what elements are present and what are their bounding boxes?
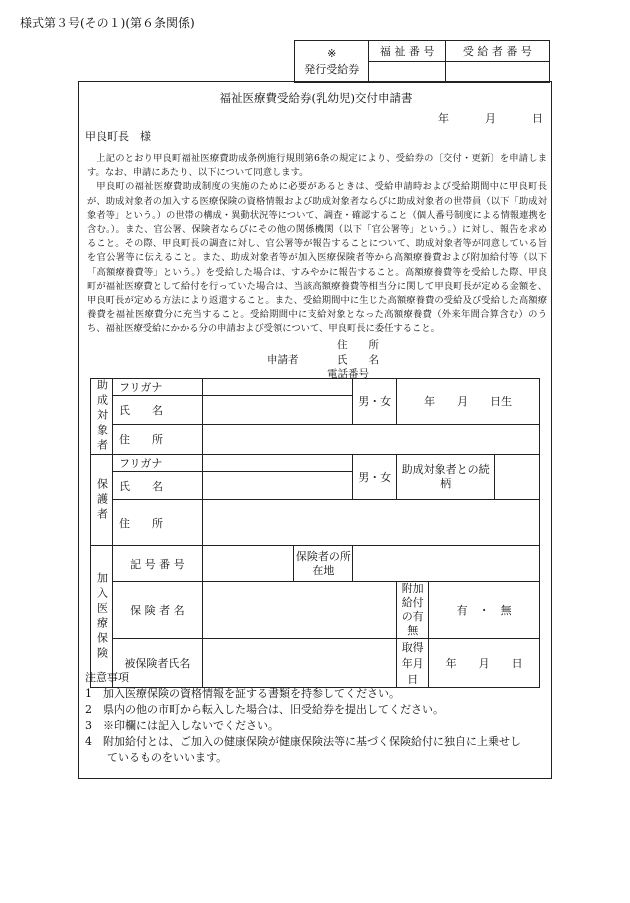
issue-label: 発行受給券 — [304, 62, 360, 76]
notes-heading: 注意事項 — [85, 671, 129, 684]
note-mark: ※ — [327, 46, 337, 60]
guardian-header: 保護者 — [91, 455, 113, 546]
insured-name-label: 被保険者氏名 — [112, 639, 202, 688]
acquired-date-label: 取得年月日 — [397, 639, 429, 688]
insurer-name-field[interactable] — [202, 582, 396, 639]
insurance-header: 加入医療保険 — [91, 546, 113, 688]
subject-furigana-field[interactable] — [202, 379, 353, 396]
guardian-address-field[interactable] — [202, 500, 539, 546]
note-item: 4 附加給付とは、ご加入の健康保険が健康保険法等に基づく保険給付に独自に上乗せし — [85, 735, 521, 748]
applicant-label: 申請者 — [267, 354, 299, 366]
date-day: 日 — [532, 112, 543, 125]
subject-address-label: 住 所 — [112, 424, 202, 454]
form-title: 福祉医療費受給券(乳幼児)交付申請書 — [219, 91, 413, 105]
relation-field[interactable] — [495, 455, 540, 500]
paragraph-2: 甲良町の福祉医療費助成制度の実施のために必要があるときは、受給申請時および受給期間中に甲良町長が、助成対象者の加入する医療保険の資格情報および助成対象者ならびに助成対象者の世帯員（以下「助成対象者等」という。）の世帯の構成・異動状況等について、調査・確認すること（個人番号制度による情報連携を含む。）。また、官公署、保険者ならびにその他の関係機関（以下「官公署等」という。）に対し、報告を求めること。その際、甲良町長の調査に対し、官公署等が報告することについて、助成対象者等が同意している旨を官公署等に伝えること。また、助成対象者等が加入医療保険者等から高額療養費および附加給付等（以下「高額療養費等」という。）を受給した場合は、すみやかに報告すること。高額療養費等を受給した際、甲良町が福祉医療費として給付を行っていた場合は、当該高額療養費等相当分に関して甲良町長が定める金額を、甲良町長が定める方法により返還すること。また、受給期間中に生じた高額療養費の受給及び受給した高額療養費を福祉医療費分に充当すること。受給期間中に支給対象となった高額療養費（外来年間合算含む）のうち、福祉医療受給にかかる分の申請および受領について、甲良町長に委任すること。 — [87, 181, 547, 335]
note-item: ているものをいいます。 — [107, 751, 228, 764]
welfare-number-label: 福 祉 番 号 — [369, 41, 445, 62]
subject-name-field[interactable] — [202, 396, 353, 424]
relation-label: 助成対象者との続柄 — [397, 455, 495, 500]
applicant-address-label: 住 所 — [337, 339, 379, 351]
additional-benefit-label: 附加給付の有無 — [397, 582, 429, 639]
note-item: 3 ※印欄には記入しないでください。 — [85, 719, 279, 732]
guardian-name-label: 氏 名 — [112, 472, 202, 500]
recipient-number-field[interactable] — [445, 62, 549, 83]
guardian-address-label: 住 所 — [112, 500, 202, 546]
recipient-number-label: 受 給 者 番 号 — [445, 41, 549, 62]
guardian-furigana-field[interactable] — [202, 455, 353, 472]
date-month: 月 — [485, 112, 496, 125]
applicant-phone-label: 電話番号 — [327, 368, 369, 380]
subject-birthdate[interactable]: 年 月 日生 — [397, 379, 540, 425]
issue-cell — [295, 41, 369, 83]
guardian-furigana-label: フリガナ — [112, 455, 202, 472]
symbol-number-field[interactable] — [202, 546, 294, 582]
consent-text — [87, 152, 547, 337]
subject-header: 助成対象者 — [91, 379, 113, 455]
date-year: 年 — [438, 112, 449, 125]
guardian-gender[interactable]: 男・女 — [353, 455, 397, 500]
subject-name-label: 氏 名 — [112, 396, 202, 424]
applicant-name-label: 氏 名 — [337, 354, 379, 366]
insurer-location-label: 保険者の所在地 — [294, 546, 353, 582]
issue-box — [294, 40, 550, 83]
welfare-number-field[interactable] — [369, 62, 445, 83]
details-table — [90, 378, 540, 688]
guardian-name-field[interactable] — [202, 472, 353, 500]
insurer-location-field[interactable] — [353, 546, 540, 582]
addressee: 甲良町長 様 — [85, 130, 151, 143]
subject-gender[interactable]: 男・女 — [353, 379, 397, 425]
insurer-name-label: 保 険 者 名 — [112, 582, 202, 639]
symbol-number-label: 記 号 番 号 — [112, 546, 202, 582]
application-form — [78, 81, 552, 779]
form-number: 様式第３号(その１)(第６条関係) — [20, 16, 195, 30]
subject-address-field[interactable] — [202, 424, 539, 454]
paragraph-1: 上記のとおり甲良町福祉医療費助成条例施行規則第6条の規定により、受給券の〔交付・更新〕を申請します。なお、申請にあたり、以下について同意します。 — [87, 153, 547, 179]
note-item: 2 県内の他の市町から転入した場合は、旧受給券を提出してください。 — [85, 703, 444, 716]
acquired-date-field[interactable]: 年 月 日 — [429, 639, 540, 688]
application-date[interactable] — [438, 110, 543, 126]
note-item: 1 加入医療保険の資格情報を証する書類を持参してください。 — [85, 687, 400, 700]
additional-benefit-choice[interactable]: 有 ・ 無 — [429, 582, 540, 639]
notes-section — [85, 670, 545, 766]
subject-furigana-label: フリガナ — [112, 379, 202, 396]
